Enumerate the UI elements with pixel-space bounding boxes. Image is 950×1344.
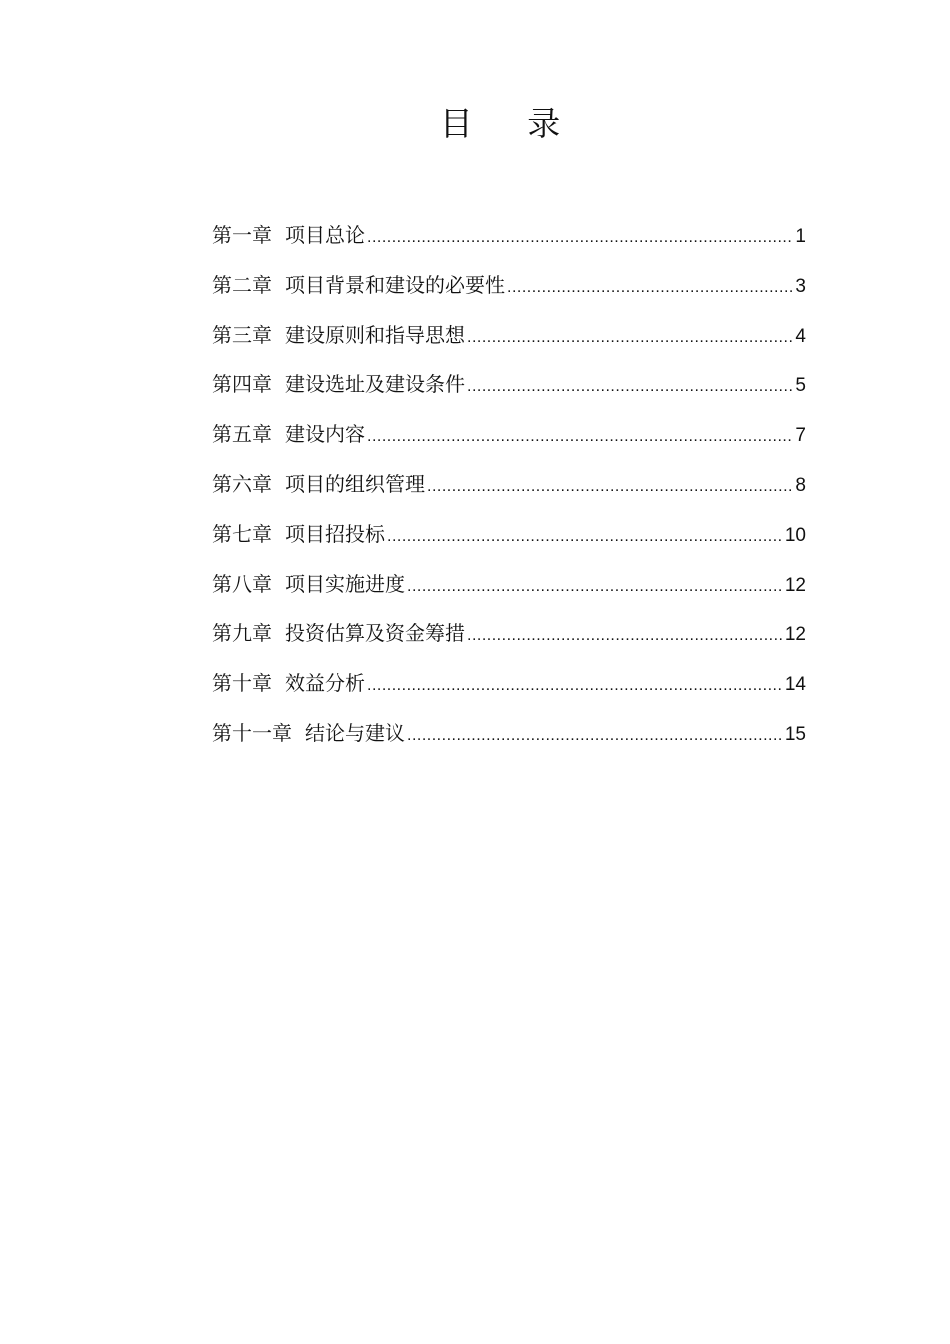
toc-entry-title: 投资估算及资金筹措 xyxy=(285,621,465,646)
toc-entry[interactable] xyxy=(212,567,806,617)
toc-page-number: 1 xyxy=(795,226,806,247)
toc-chapter-label: 第一章 xyxy=(212,223,272,247)
toc-entry-title: 项目招投标 xyxy=(285,521,385,546)
toc-entry[interactable] xyxy=(212,367,806,417)
toc-entry[interactable] xyxy=(212,268,806,318)
toc-leader-dots xyxy=(367,221,793,255)
toc-leader-dots xyxy=(367,669,783,703)
toc-leader-dots xyxy=(467,321,793,355)
toc-entry-title: 建设内容 xyxy=(285,422,365,447)
toc-leader-dots xyxy=(387,520,783,554)
toc-entry[interactable] xyxy=(212,666,806,716)
toc-page-number: 12 xyxy=(784,574,806,596)
toc-chapter-label: 第七章 xyxy=(212,521,272,546)
toc-entry[interactable] xyxy=(212,318,806,368)
toc-chapter-label: 第六章 xyxy=(212,471,272,496)
toc-leader-dots xyxy=(407,719,783,753)
toc-entry[interactable] xyxy=(212,716,806,766)
toc-leader-dots xyxy=(467,619,783,653)
toc-entry[interactable] xyxy=(212,218,806,268)
toc-entry-title: 建设原则和指导思想 xyxy=(285,322,465,347)
toc-page-number: 3 xyxy=(795,275,806,297)
toc-entry[interactable] xyxy=(212,417,806,467)
toc-page-number: 5 xyxy=(795,375,806,397)
toc-entry[interactable] xyxy=(212,517,806,567)
toc-leader-dots xyxy=(407,570,783,604)
toc-entry-title: 项目的组织管理 xyxy=(285,471,425,496)
toc-leader-dots xyxy=(467,370,793,404)
toc-chapter-label: 第九章 xyxy=(212,621,272,646)
toc-entry-title: 项目背景和建设的必要性 xyxy=(285,272,505,297)
toc-page-number: 4 xyxy=(795,325,806,347)
toc-chapter-label: 第三章 xyxy=(212,322,272,347)
toc-page-number: 8 xyxy=(795,474,806,496)
toc-chapter-label: 第二章 xyxy=(212,272,272,297)
toc-entry-title: 建设选址及建设条件 xyxy=(285,372,465,397)
toc-leader-dots xyxy=(367,420,793,454)
table-of-contents xyxy=(212,218,806,766)
toc-leader-dots xyxy=(427,470,793,504)
toc-chapter-label: 第八章 xyxy=(212,571,272,596)
toc-entry-title: 项目实施进度 xyxy=(285,571,405,596)
toc-leader-dots xyxy=(507,271,793,305)
toc-chapter-label: 第十一章 xyxy=(212,720,292,745)
toc-page-number: 15 xyxy=(784,723,806,745)
toc-chapter-label: 第四章 xyxy=(212,372,272,397)
toc-entry[interactable] xyxy=(212,467,806,517)
toc-page-number: 7 xyxy=(795,425,806,447)
toc-chapter-label: 第十章 xyxy=(212,671,272,696)
toc-entry-title: 效益分析 xyxy=(285,671,365,696)
toc-entry[interactable] xyxy=(212,616,806,666)
toc-entry-title: 结论与建议 xyxy=(305,720,405,745)
page-title: 目 录 xyxy=(439,104,583,143)
toc-page-number: 12 xyxy=(784,624,806,646)
toc-page-number: 10 xyxy=(784,524,806,546)
toc-chapter-label: 第五章 xyxy=(212,422,272,447)
toc-entry-title: 项目总论 xyxy=(285,223,365,247)
toc-page-number: 14 xyxy=(784,674,806,696)
